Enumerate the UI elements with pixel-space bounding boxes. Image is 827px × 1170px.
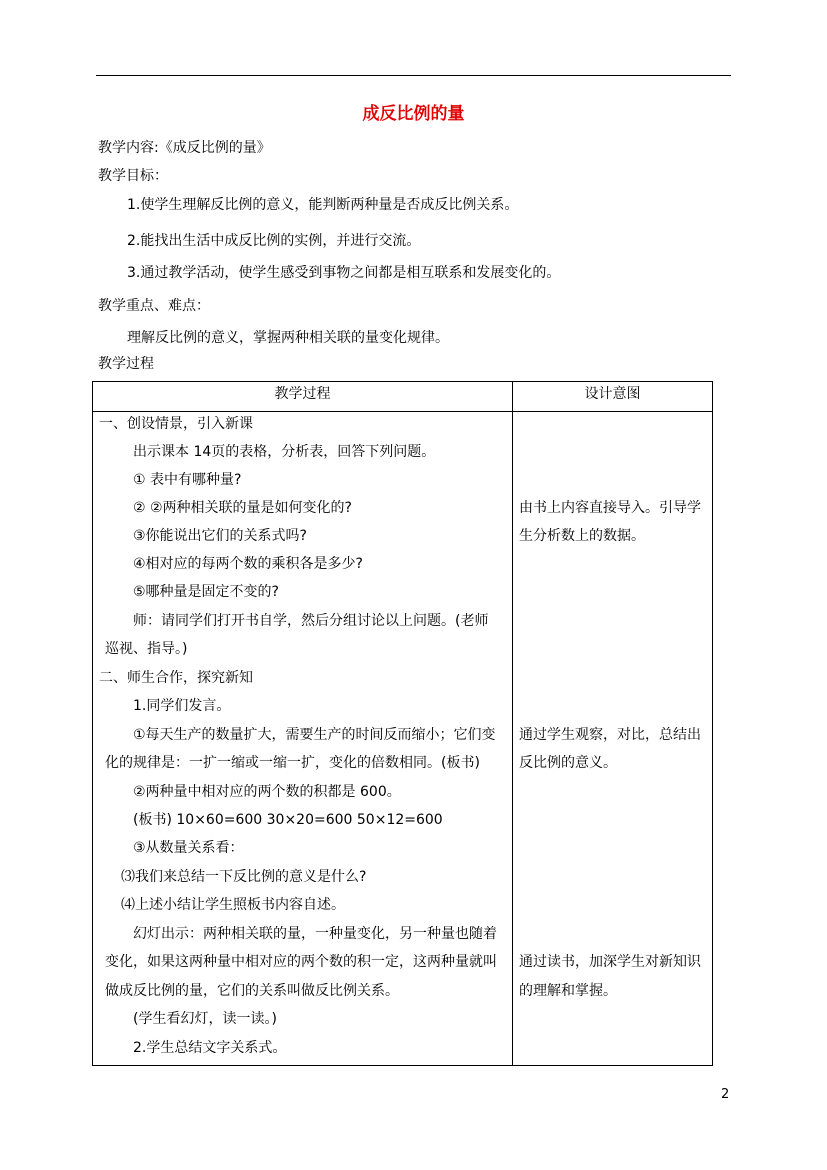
process-line: 二、师生合作，探究新知 (99, 670, 253, 686)
page-number: 2 (721, 1087, 730, 1102)
intent-line: 由书上内容直接导入。引导学 (519, 500, 701, 516)
goal-item: 2.能找出生活中成反比例的实例，并进行交流。 (127, 233, 421, 249)
keypoints-text: 理解反比例的意义，掌握两种相关联的量变化规律。 (127, 330, 449, 346)
goal-item: 1.使学生理解反比例的意义，能判断两种量是否成反比例关系。 (127, 197, 519, 213)
process-line: 2.学生总结文字关系式。 (133, 1040, 287, 1056)
process-line: ②两种量中相对应的两个数的积都是 600。 (133, 784, 401, 800)
document-title: 成反比例的量 (362, 104, 465, 124)
process-cell (93, 412, 513, 1066)
intent-cell (513, 412, 713, 1066)
content-line: 教学内容:《成反比例的量》 (98, 140, 271, 156)
process-line: 化的规律是：一扩一缩或一缩一扩，变化的倍数相同。(板书) (105, 755, 480, 771)
process-line: ① 表中有哪种量? (133, 472, 242, 488)
table-header-intent: 设计意图 (513, 382, 713, 412)
keypoints-heading: 教学重点、难点： (98, 298, 210, 314)
goals-heading: 教学目标： (98, 168, 168, 184)
process-line: ④相对应的每两个数的乘积各是多少? (133, 556, 363, 572)
process-line: (板书) 10×60=600 30×20=600 50×12=600 (133, 812, 443, 828)
process-line: ⑤哪种量是固定不变的? (133, 584, 279, 600)
process-line: 一、创设情景，引入新课 (99, 416, 253, 432)
process-line: ③你能说出它们的关系式吗? (133, 528, 307, 544)
process-line: 1.同学们发言。 (133, 698, 231, 714)
header-rule (96, 75, 731, 76)
process-line: (学生看幻灯，读一读。) (133, 1011, 277, 1027)
table-header-process: 教学过程 (93, 382, 513, 412)
process-line: ③从数量关系看： (133, 840, 244, 856)
process-line: 做成反比例的量，它们的关系叫做反比例关系。 (105, 983, 399, 999)
process-line: ② ②两种相关联的量是如何变化的? (133, 500, 352, 516)
process-line: 变化，如果这两种量中相对应的两个数的积一定，这两种量就叫 (105, 954, 497, 970)
intent-line: 生分析数上的数据。 (519, 528, 645, 544)
process-line: 巡视、指导。) (105, 641, 188, 657)
intent-line: 的理解和掌握。 (519, 983, 617, 999)
process-line: ⑶我们来总结一下反比例的意义是什么? (121, 869, 367, 885)
process-line: 出示课本 14页的表格，分析表，回答下列问题。 (133, 444, 436, 460)
goal-item: 3.通过教学活动，使学生感受到事物之间都是相互联系和发展变化的。 (127, 265, 561, 281)
process-line: 师：请同学们打开书自学，然后分组讨论以上问题。(老师 (133, 613, 489, 629)
intent-line: 反比例的意义。 (519, 755, 617, 771)
process-line: 幻灯出示：两种相关联的量，一种量变化，另一种量也随着 (133, 926, 497, 942)
intent-line: 通过学生观察，对比，总结出 (519, 727, 701, 743)
process-heading: 教学过程 (98, 356, 154, 372)
intent-line: 通过读书，加深学生对新知识 (519, 954, 701, 970)
teaching-process-table (92, 381, 713, 1066)
process-line: ①每天生产的数量扩大，需要生产的时间反而缩小；它们变 (133, 727, 496, 743)
process-line: ⑷上述小结让学生照板书内容自述。 (121, 897, 345, 913)
